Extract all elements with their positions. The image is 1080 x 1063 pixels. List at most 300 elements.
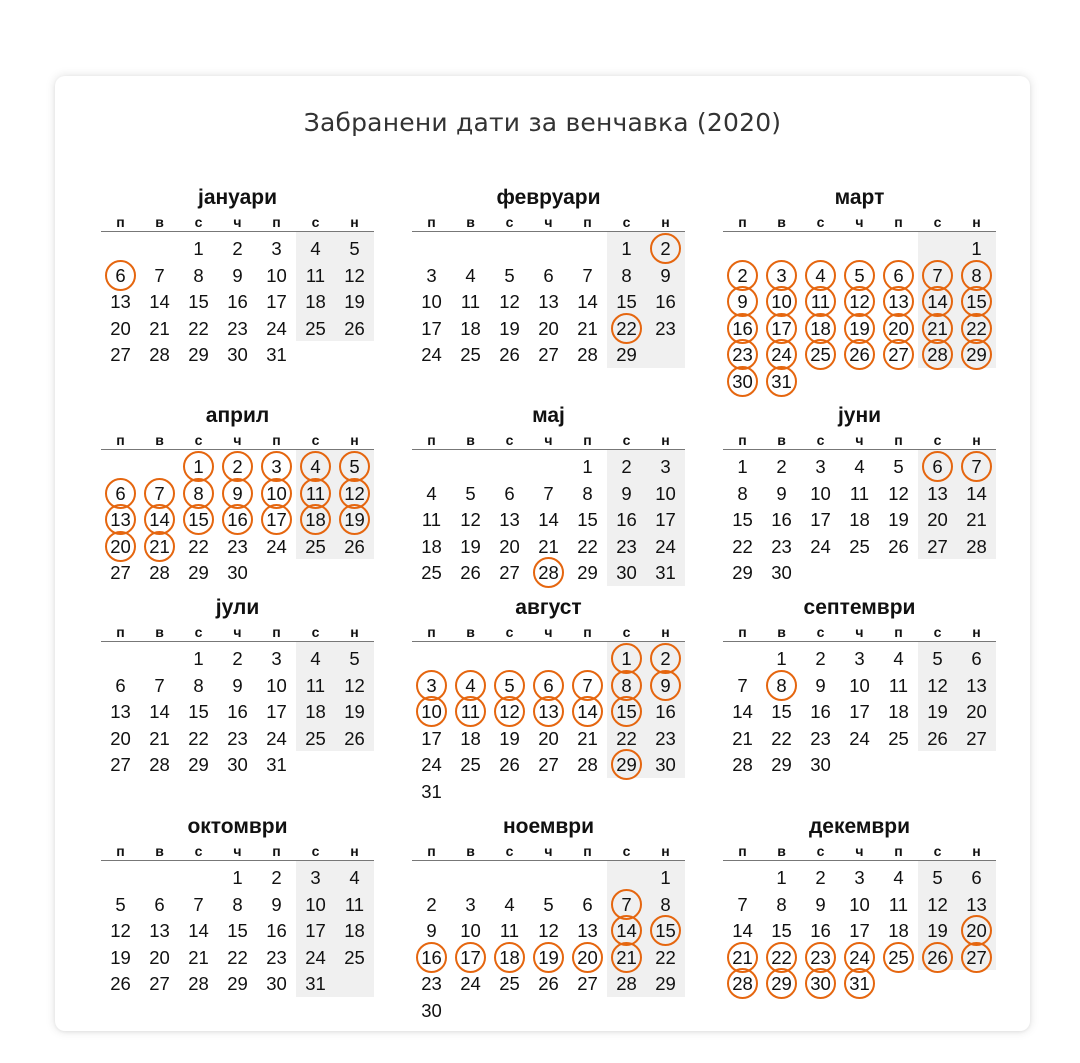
day-cell-forbidden: 3: [412, 672, 451, 699]
weekday-label: ч: [233, 432, 242, 448]
day-cell: 29: [188, 344, 209, 365]
day-cell-forbidden: 1: [179, 453, 218, 480]
day-cell-forbidden: 21: [918, 315, 957, 342]
weekday-label: п: [894, 432, 903, 448]
day-cell: 15: [188, 701, 209, 722]
day-cell: 26: [499, 754, 520, 775]
weekday-header: [101, 842, 374, 861]
day-cell: 29: [616, 344, 637, 365]
day-cell: 12: [538, 920, 559, 941]
day-cell: 25: [849, 535, 870, 557]
day-cell: 30: [227, 562, 248, 583]
day-cell: 1: [232, 867, 243, 888]
day-cell: 18: [305, 701, 326, 722]
day-cell-forbidden: 4: [451, 672, 490, 699]
day-cell-forbidden: 19: [335, 506, 374, 533]
day-cell: 11: [305, 264, 326, 286]
day-cell: 30: [227, 754, 248, 775]
day-cell: 14: [732, 701, 753, 722]
weekday-label: ч: [233, 624, 242, 640]
day-cell: 24: [266, 727, 287, 749]
day-cell: 16: [810, 920, 831, 941]
month-name: јули: [215, 596, 260, 619]
day-cell: 14: [149, 291, 170, 312]
day-cell-forbidden: 14: [140, 506, 179, 533]
day-cell-forbidden: 29: [607, 751, 646, 778]
weekday-header: [723, 213, 996, 232]
day-cell: 1: [582, 456, 593, 477]
month-block: [723, 812, 996, 997]
day-cell: 2: [621, 456, 632, 477]
day-cell-forbidden: 1: [607, 645, 646, 672]
day-cell: 4: [504, 893, 515, 915]
day-cell: 15: [227, 920, 248, 941]
day-cell: 4: [465, 264, 476, 286]
month-name: мај: [532, 404, 565, 427]
weekday-label: с: [933, 432, 942, 448]
day-cell: 17: [266, 701, 287, 722]
day-cell-forbidden: 31: [762, 368, 801, 395]
day-cell: 31: [421, 780, 442, 802]
day-cell: 19: [344, 291, 365, 312]
weekday-label: с: [622, 624, 631, 640]
weekday-label: п: [116, 214, 125, 230]
month-block: [101, 593, 374, 778]
weekday-header: [723, 623, 996, 642]
weekday-label: п: [427, 624, 436, 640]
day-cell-forbidden: 28: [529, 559, 568, 586]
day-cell: 29: [655, 973, 676, 994]
weekday-header: [101, 623, 374, 642]
day-cell: 9: [621, 482, 632, 504]
day-cell: 10: [421, 291, 442, 312]
day-cell: 22: [732, 535, 753, 557]
weekday-label: с: [311, 843, 320, 859]
day-cell: 8: [193, 674, 204, 696]
day-cell: 23: [266, 946, 287, 968]
day-cell: 27: [110, 562, 131, 583]
day-cell: 23: [810, 727, 831, 749]
day-cell-forbidden: 7: [957, 453, 996, 480]
day-cell-forbidden: 12: [335, 480, 374, 507]
day-cell: 20: [538, 317, 559, 339]
day-cell-forbidden: 4: [801, 262, 840, 289]
day-cell-forbidden: 29: [957, 341, 996, 368]
day-cell: 22: [188, 535, 209, 557]
month-block: [101, 812, 374, 997]
weekday-label: ч: [855, 843, 864, 859]
day-cell: 24: [810, 535, 831, 557]
day-cell: 14: [966, 482, 987, 504]
weekday-label: п: [272, 214, 281, 230]
day-cell-forbidden: 25: [801, 341, 840, 368]
day-cell: 31: [655, 562, 676, 583]
day-cell: 6: [504, 482, 515, 504]
day-cell: 13: [538, 291, 559, 312]
day-cell: 20: [110, 317, 131, 339]
day-cell: 11: [421, 509, 442, 530]
day-cell: 16: [266, 920, 287, 941]
day-cell: 17: [810, 509, 831, 530]
weekday-label: п: [583, 624, 592, 640]
day-cell: 25: [305, 727, 326, 749]
day-cell: 26: [538, 973, 559, 994]
weekday-label: с: [816, 214, 825, 230]
day-cell: 26: [344, 535, 365, 557]
weekday-label: в: [155, 843, 164, 859]
day-cell: 29: [227, 973, 248, 994]
weekday-label: н: [350, 624, 359, 640]
day-cell: 14: [188, 920, 209, 941]
day-cell: 27: [538, 754, 559, 775]
weekday-label: с: [194, 843, 203, 859]
day-cell: 15: [577, 509, 598, 530]
day-cell-forbidden: 19: [840, 315, 879, 342]
day-cell-forbidden: 19: [529, 944, 568, 971]
day-cell: 4: [310, 238, 321, 259]
day-grid: [101, 232, 374, 368]
day-cell-forbidden: 15: [607, 698, 646, 725]
weekday-label: п: [272, 843, 281, 859]
day-cell: 9: [815, 893, 826, 915]
day-cell: 31: [266, 754, 287, 775]
day-cell: 24: [421, 344, 442, 365]
day-cell: 10: [460, 920, 481, 941]
day-grid: [723, 232, 996, 394]
day-cell: 10: [266, 264, 287, 286]
day-cell-forbidden: 22: [762, 944, 801, 971]
day-cell-forbidden: 20: [957, 917, 996, 944]
day-cell: 12: [927, 893, 948, 915]
day-cell: 21: [188, 946, 209, 968]
weekday-label: п: [738, 624, 747, 640]
weekday-label: с: [933, 214, 942, 230]
day-cell: 27: [110, 344, 131, 365]
day-cell-forbidden: 8: [762, 672, 801, 699]
day-cell: 5: [465, 482, 476, 504]
day-cell: 18: [305, 291, 326, 312]
day-grid: [723, 450, 996, 586]
day-cell-forbidden: 29: [762, 970, 801, 997]
weekday-header: [101, 431, 374, 450]
weekday-label: ч: [544, 624, 553, 640]
day-cell-forbidden: 5: [490, 672, 529, 699]
weekday-label: с: [816, 843, 825, 859]
month-block: [101, 183, 374, 368]
day-cell: 3: [271, 238, 282, 259]
day-cell: 16: [227, 291, 248, 312]
day-cell: 3: [310, 867, 321, 888]
day-cell: 4: [426, 482, 437, 504]
day-cell: 17: [421, 317, 442, 339]
weekday-label: в: [155, 214, 164, 230]
day-cell: 6: [115, 674, 126, 696]
day-cell: 28: [149, 562, 170, 583]
day-cell: 30: [616, 562, 637, 583]
day-cell: 25: [460, 344, 481, 365]
day-cell: 13: [966, 893, 987, 915]
day-cell: 26: [110, 973, 131, 994]
weekday-label: н: [661, 843, 670, 859]
day-cell: 28: [577, 754, 598, 775]
day-cell: 7: [737, 893, 748, 915]
day-cell-forbidden: 30: [801, 970, 840, 997]
day-cell: 8: [737, 482, 748, 504]
weekday-label: с: [194, 624, 203, 640]
day-cell: 18: [888, 920, 909, 941]
weekday-label: с: [311, 214, 320, 230]
weekday-label: с: [311, 432, 320, 448]
month-block: [412, 593, 685, 804]
day-cell: 18: [849, 509, 870, 530]
month-name: септември: [803, 596, 916, 619]
month-name: јуни: [837, 404, 882, 427]
day-cell: 8: [193, 264, 204, 286]
day-cell: 6: [971, 648, 982, 669]
weekday-label: п: [116, 624, 125, 640]
day-cell-forbidden: 8: [607, 672, 646, 699]
weekday-label: в: [777, 214, 786, 230]
day-cell: 9: [271, 893, 282, 915]
day-cell: 7: [543, 482, 554, 504]
day-cell-forbidden: 21: [607, 944, 646, 971]
day-cell-forbidden: 21: [140, 533, 179, 560]
day-cell: 26: [460, 562, 481, 583]
day-cell-forbidden: 6: [101, 480, 140, 507]
day-cell-forbidden: 4: [296, 453, 335, 480]
day-cell-forbidden: 15: [179, 506, 218, 533]
day-cell: 9: [232, 674, 243, 696]
day-cell: 5: [543, 893, 554, 915]
day-cell: 30: [227, 344, 248, 365]
weekday-label: ч: [544, 214, 553, 230]
day-cell: 1: [776, 648, 787, 669]
day-grid: [412, 642, 685, 804]
day-cell: 30: [771, 562, 792, 583]
day-cell: 23: [227, 317, 248, 339]
weekday-label: в: [466, 624, 475, 640]
day-cell: 13: [110, 291, 131, 312]
weekday-header: [412, 623, 685, 642]
month-block: [412, 401, 685, 586]
weekday-label: с: [816, 624, 825, 640]
weekday-label: н: [350, 214, 359, 230]
day-cell: 9: [426, 920, 437, 941]
day-cell: 17: [421, 727, 442, 749]
day-cell: 4: [854, 456, 865, 477]
day-cell: 29: [188, 754, 209, 775]
day-cell: 26: [344, 727, 365, 749]
weekday-label: с: [622, 843, 631, 859]
day-cell-forbidden: 23: [801, 944, 840, 971]
day-cell: 22: [616, 727, 637, 749]
day-cell-forbidden: 16: [218, 506, 257, 533]
weekday-label: в: [466, 214, 475, 230]
day-cell-forbidden: 24: [840, 944, 879, 971]
month-name: јануари: [197, 186, 278, 209]
weekday-label: п: [738, 843, 747, 859]
day-cell-forbidden: 20: [879, 315, 918, 342]
day-cell: 24: [305, 946, 326, 968]
weekday-label: п: [427, 432, 436, 448]
weekday-label: п: [116, 432, 125, 448]
day-cell: 8: [660, 893, 671, 915]
day-cell-forbidden: 22: [957, 315, 996, 342]
day-cell-forbidden: 11: [451, 698, 490, 725]
day-cell: 28: [188, 973, 209, 994]
month-name: април: [205, 404, 270, 427]
day-cell-forbidden: 27: [879, 341, 918, 368]
day-cell: 19: [344, 701, 365, 722]
day-cell-forbidden: 14: [568, 698, 607, 725]
day-grid: [723, 861, 996, 997]
day-cell: 24: [655, 535, 676, 557]
weekday-label: п: [738, 432, 747, 448]
day-cell: 16: [655, 701, 676, 722]
weekday-label: с: [622, 214, 631, 230]
weekday-label: п: [272, 432, 281, 448]
weekday-label: п: [427, 843, 436, 859]
day-cell: 8: [232, 893, 243, 915]
day-cell: 10: [655, 482, 676, 504]
day-grid: [412, 450, 685, 586]
day-cell: 13: [577, 920, 598, 941]
day-cell-forbidden: 2: [723, 262, 762, 289]
day-cell: 14: [149, 701, 170, 722]
day-cell: 22: [188, 727, 209, 749]
day-cell: 19: [110, 946, 131, 968]
day-cell-forbidden: 6: [918, 453, 957, 480]
month-name: ноември: [502, 815, 595, 838]
day-cell-forbidden: 20: [568, 944, 607, 971]
day-cell: 2: [426, 893, 437, 915]
day-cell: 11: [499, 920, 520, 941]
day-cell: 10: [305, 893, 326, 915]
day-cell: 3: [815, 456, 826, 477]
day-cell: 9: [815, 674, 826, 696]
day-cell: 8: [776, 893, 787, 915]
weekday-label: ч: [233, 843, 242, 859]
day-cell: 23: [227, 535, 248, 557]
day-cell: 14: [732, 920, 753, 941]
day-cell-forbidden: 18: [490, 944, 529, 971]
day-cell-forbidden: 7: [140, 480, 179, 507]
day-cell: 27: [577, 973, 598, 994]
day-cell: 4: [310, 648, 321, 669]
day-cell: 1: [737, 456, 748, 477]
weekday-header: [412, 213, 685, 232]
weekday-label: н: [661, 624, 670, 640]
weekday-label: с: [194, 214, 203, 230]
day-cell: 27: [927, 535, 948, 557]
weekday-header: [723, 431, 996, 450]
day-cell-forbidden: 6: [529, 672, 568, 699]
day-grid: [412, 232, 685, 368]
day-cell-forbidden: 7: [607, 891, 646, 918]
day-cell-forbidden: 12: [840, 288, 879, 315]
day-cell: 24: [266, 317, 287, 339]
day-cell: 26: [499, 344, 520, 365]
day-cell-forbidden: 10: [257, 480, 296, 507]
day-cell: 25: [888, 727, 909, 749]
day-cell: 17: [655, 509, 676, 530]
day-cell: 25: [344, 946, 365, 968]
day-cell-forbidden: 20: [101, 533, 140, 560]
day-cell: 29: [771, 754, 792, 775]
day-cell: 31: [266, 344, 287, 365]
day-cell: 27: [499, 562, 520, 583]
weekday-label: п: [583, 432, 592, 448]
day-cell: 6: [971, 867, 982, 888]
day-cell: 18: [344, 920, 365, 941]
day-cell: 5: [932, 867, 943, 888]
day-cell: 24: [460, 973, 481, 994]
page-title: Забранени дати за венчавка (2020): [303, 108, 782, 137]
day-cell-forbidden: 15: [646, 917, 685, 944]
day-grid: [723, 642, 996, 778]
day-cell-forbidden: 6: [879, 262, 918, 289]
day-cell-forbidden: 13: [879, 288, 918, 315]
day-cell-forbidden: 28: [723, 970, 762, 997]
weekday-label: с: [816, 432, 825, 448]
day-cell: 14: [538, 509, 559, 530]
day-cell: 11: [460, 291, 481, 312]
weekday-label: в: [155, 432, 164, 448]
day-cell-forbidden: 24: [762, 341, 801, 368]
weekday-label: в: [777, 432, 786, 448]
day-cell: 28: [577, 344, 598, 365]
day-cell: 25: [499, 973, 520, 994]
day-cell: 12: [344, 674, 365, 696]
day-cell: 11: [888, 674, 909, 696]
day-cell-forbidden: 14: [918, 288, 957, 315]
day-cell: 1: [660, 867, 671, 888]
day-cell: 21: [149, 727, 170, 749]
day-cell: 17: [849, 701, 870, 722]
day-cell: 23: [421, 973, 442, 994]
day-cell: 3: [426, 264, 437, 286]
day-cell: 30: [266, 973, 287, 994]
day-cell: 22: [655, 946, 676, 968]
weekday-label: н: [661, 432, 670, 448]
day-cell: 28: [149, 754, 170, 775]
day-cell: 19: [499, 727, 520, 749]
day-cell: 30: [810, 754, 831, 775]
day-cell: 23: [616, 535, 637, 557]
day-cell: 18: [421, 535, 442, 557]
day-cell: 22: [227, 946, 248, 968]
day-cell: 12: [460, 509, 481, 530]
day-cell: 6: [582, 893, 593, 915]
weekday-label: п: [894, 624, 903, 640]
day-cell: 1: [776, 867, 787, 888]
day-cell: 16: [771, 509, 792, 530]
weekday-label: п: [427, 214, 436, 230]
day-cell: 17: [849, 920, 870, 941]
weekday-label: в: [777, 843, 786, 859]
day-cell-forbidden: 3: [257, 453, 296, 480]
weekday-label: ч: [855, 432, 864, 448]
month-block: [723, 593, 996, 778]
day-grid: [101, 642, 374, 778]
month-block: [723, 183, 996, 394]
day-cell-forbidden: 12: [490, 698, 529, 725]
weekday-label: ч: [544, 432, 553, 448]
day-cell: 19: [927, 920, 948, 941]
day-grid: [101, 861, 374, 997]
day-cell-forbidden: 7: [568, 672, 607, 699]
day-cell: 16: [810, 701, 831, 722]
